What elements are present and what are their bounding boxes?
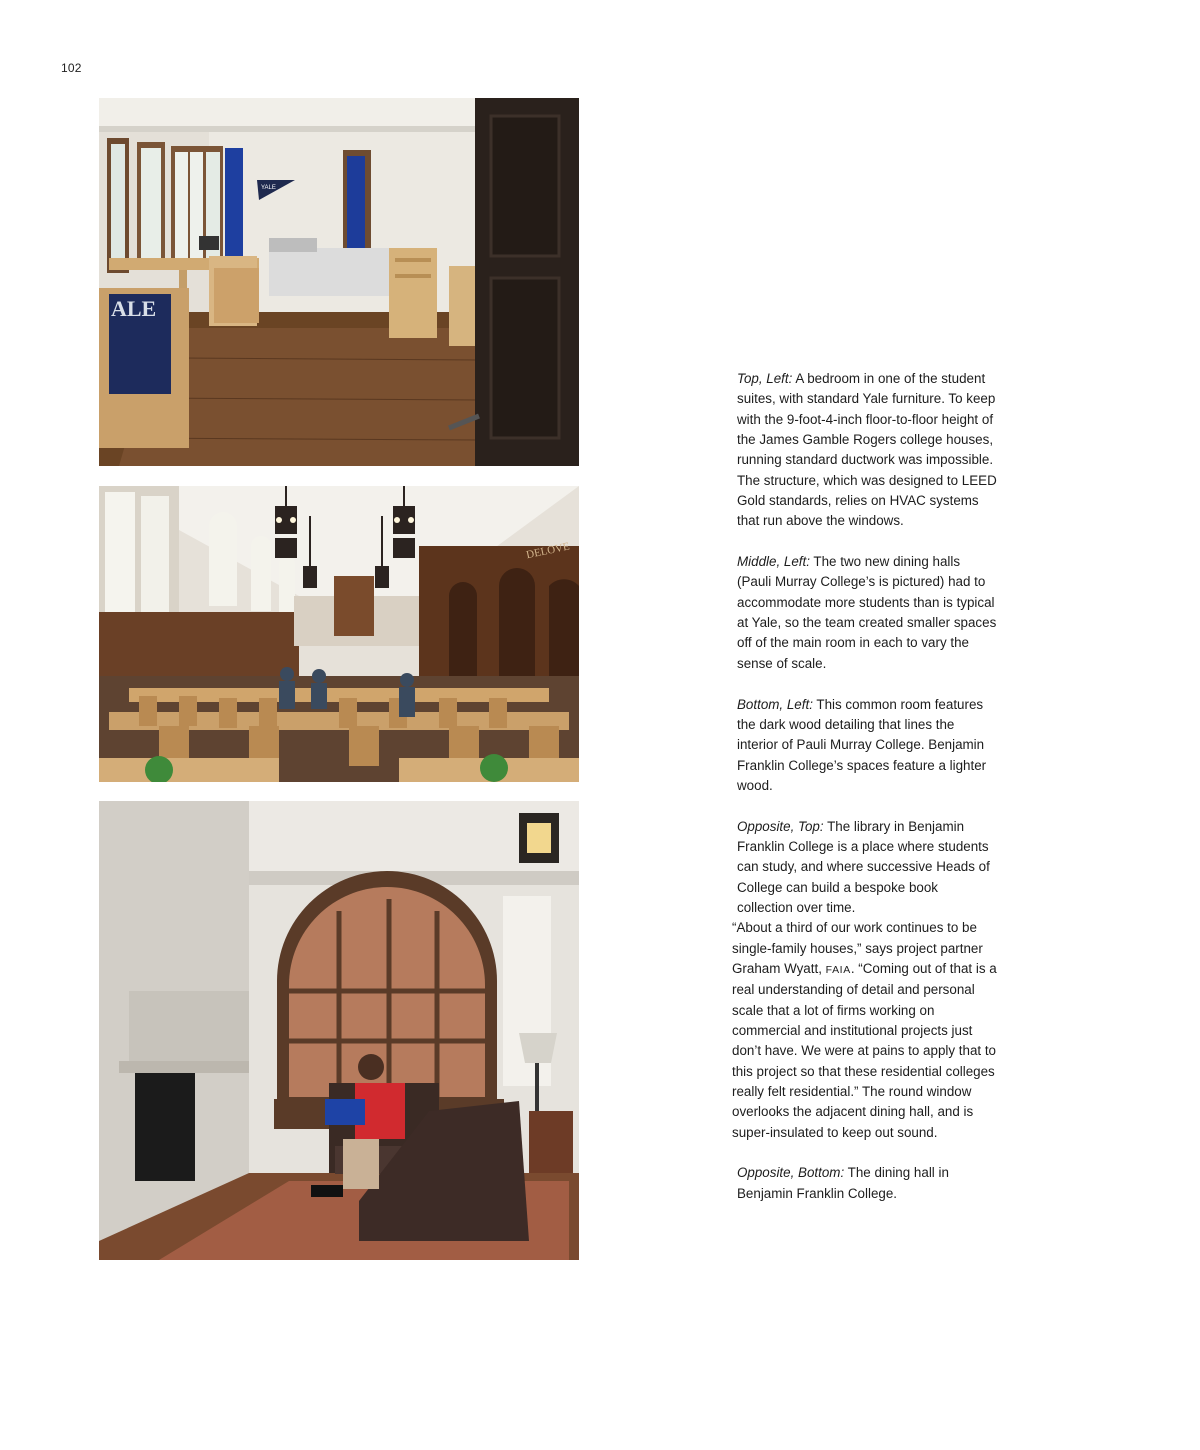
caption-middle-left: [737, 552, 997, 674]
quote-part-a: “About a third of our work continues to be single-family houses,” says project partner Graham Wyatt,: [732, 920, 983, 976]
caption-text: The dining hall in Benjamin Franklin College.: [737, 1165, 949, 1201]
common-room-photo: [99, 801, 579, 1260]
chair-cushion-text: ALE: [111, 296, 157, 321]
caption-top-left: [737, 369, 997, 532]
faia-credential: FAIA: [825, 963, 851, 976]
caption-text: This common room features the dark wood detailing that lines the interior of Pauli Murray College. Benjamin Franklin College’s spaces feature a lighter wood.: [737, 696, 987, 793]
caption-label: Opposite, Bottom:: [737, 1165, 845, 1181]
quote-part-b: . “Coming out of that is a real understanding of detail and personal scale that a lot of firms working on commercial and institutional projects just don’t have. We were at pains to apply that to this project so that these residential colleges really felt residential.” The round window overlooks the adjacent dining hall, and is super-insulated to keep out sound.: [732, 960, 997, 1140]
caption-label: Top, Left:: [737, 371, 793, 386]
caption-bottom-left: [737, 695, 997, 797]
caption-opposite-bottom: [737, 1163, 997, 1204]
wall-inscription: DELOVE: [525, 540, 571, 562]
caption-text: The library in Benjamin Franklin College is a place where students can study, and where successive Heads of College can build a bespoke book collection over time.: [737, 818, 990, 915]
caption-text: The two new dining halls (Pauli Murray College’s is pictured) had to accommodate more students than is typical at Yale, so the team created smaller spaces off of the main room in each to vary the sense of scale.: [737, 554, 997, 671]
quote-text: [732, 918, 997, 1143]
bedroom-photo: [99, 98, 579, 466]
caption-label: Opposite, Top:: [737, 818, 824, 834]
caption-opposite-top: [732, 817, 997, 1144]
caption-label: Middle, Left:: [737, 554, 810, 570]
captions-column: [732, 369, 997, 1224]
dining-hall-photo: [99, 486, 579, 782]
page-number: 102: [61, 61, 82, 75]
pennant-text: YALE: [261, 185, 276, 191]
caption-text: A bedroom in one of the student suites, with standard Yale furniture. To keep with the 9-foot-4-inch floor-to-floor height of the James Gamble Rogers college houses, running standard ductwork was impossible. The structure, which was designed to LEED Gold standards, relies on HVAC systems that run above the windows.: [737, 371, 997, 529]
caption-label: Bottom, Left:: [737, 696, 813, 712]
